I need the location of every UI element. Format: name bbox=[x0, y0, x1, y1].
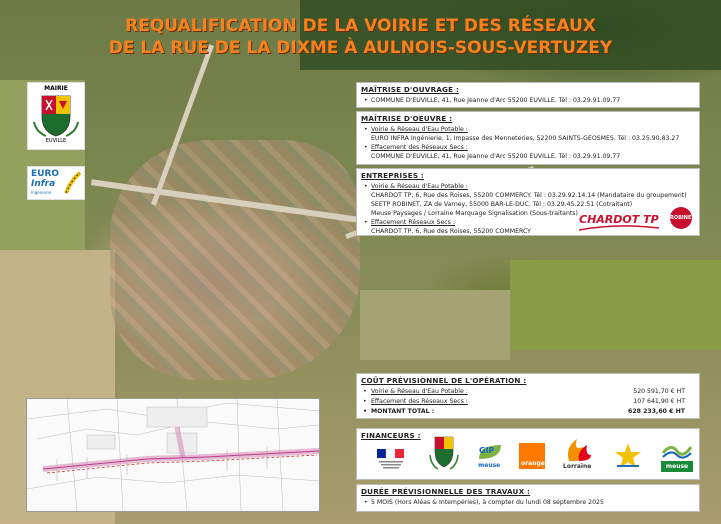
cost-row-label: Effacement des Réseaux Secs : bbox=[371, 398, 468, 405]
maitrise-ouvrage-line: • COMMUNE D'EUVILLE, 41, Rue Jeanne d'Arc 55200 EUVILLE. Tél : 03.29.91.09.77 bbox=[371, 97, 699, 105]
entreprises-item1-line3: Meuse Paysages / Lorraine Marquage Signalisation (Sous-traitants) bbox=[371, 210, 578, 217]
maitrise-ouvrage-header: MAÎTRISE D'OUVRAGE : bbox=[361, 85, 460, 94]
title-line-2: DE LA RUE DE LA DIXME À AULNOIS-SOUS-VERTUZEY bbox=[108, 38, 613, 58]
euro-infra-logo-sub: Ingénierie bbox=[31, 190, 52, 195]
orange-logo-text: orange bbox=[521, 460, 545, 467]
coat-of-arms-icon bbox=[28, 92, 84, 140]
lorraine-logo-text: Lorraine bbox=[563, 463, 592, 470]
cost-row: • Voirie & Réseau d'Eau Potable : 520 591,70 € HT bbox=[363, 388, 685, 395]
cadastral-plan-drawing bbox=[27, 399, 319, 511]
duree-panel bbox=[356, 484, 700, 512]
maitrise-oeuvre-item1-title: • Voirie & Réseau d'Eau Potable : bbox=[371, 126, 699, 134]
maitrise-oeuvre-item1-line: EURO INFRA Ingénierie, 1, Impasse des Menneteries, 52200 SAINTS-GEOSMES. Tél : 03.25.90.83.27 bbox=[371, 135, 680, 142]
road-swoosh-icon bbox=[64, 171, 82, 195]
gip-meuse-logo bbox=[475, 443, 505, 473]
maitrise-ouvrage-panel bbox=[356, 82, 700, 108]
chardot-tp-logo: CHARDOT TP bbox=[579, 213, 659, 226]
cost-row-label: MONTANT TOTAL : bbox=[371, 408, 435, 415]
maitrise-oeuvre-item2-line: COMMUNE D'EUVILLE, 41, Rue Jeanne d'Arc 55200 EUVILLE. Tél : 03.29.91.09.77 bbox=[371, 153, 621, 160]
maitrise-oeuvre-header: MAÎTRISE D'OEUVRE : bbox=[361, 114, 453, 123]
maitrise-oeuvre-item2-title: • Effacement des Réseaux Secs : bbox=[371, 144, 699, 152]
euro-infra-logo bbox=[27, 166, 85, 200]
cost-row-value: 107 641,90 € HT bbox=[633, 398, 685, 405]
field bbox=[510, 260, 721, 350]
euro-infra-logo-infra: Infra bbox=[31, 179, 56, 189]
orange-logo bbox=[519, 443, 545, 469]
entreprises-item1-line1: CHARDOT TP, 6, Rue des Roises, 55200 COMMERCY. Tél : 03.29.92.14.14 (Mandataire du groupement) bbox=[371, 192, 687, 199]
mairie-logo-town: EUVILLE bbox=[45, 138, 67, 144]
entreprises-header: ENTREPRISES : bbox=[361, 171, 424, 180]
cost-row-label: Voirie & Réseau d'Eau Potable : bbox=[371, 388, 468, 395]
maitrise-oeuvre-panel bbox=[356, 111, 700, 165]
meuse-wave-icon bbox=[661, 439, 693, 461]
euro-infra-logo-euro: EURO bbox=[31, 169, 60, 179]
cost-row-value: 520 591,70 € HT bbox=[633, 388, 685, 395]
meuse-logo-text: meuse bbox=[661, 461, 693, 472]
entreprises-item1-title: • Voirie & Réseau d'Eau Potable : bbox=[371, 183, 699, 191]
cost-row: • Effacement des Réseaux Secs : 107 641,90 € HT bbox=[363, 398, 685, 405]
chardot-swoosh-icon bbox=[579, 225, 659, 231]
lorraine-flame-icon bbox=[563, 437, 595, 463]
duree-line: • 5 MOIS (Hors Aléas & Intempéries), à compter du lundi 08 septembre 2025 bbox=[371, 499, 699, 507]
cout-header: COÛT PRÉVISIONNEL DE L'OPÉRATION : bbox=[361, 376, 527, 385]
meuse-departement-logo bbox=[661, 439, 693, 473]
mairie-logo-label: MAIRIE bbox=[44, 85, 68, 92]
cost-row-total: • MONTANT TOTAL : 628 233,60 € HT bbox=[363, 408, 685, 415]
village bbox=[110, 140, 360, 380]
republique-francaise-icon bbox=[377, 449, 405, 471]
gip-logo-sub: meuse bbox=[478, 462, 501, 469]
financeurs-panel bbox=[356, 428, 700, 480]
site-plan-inset bbox=[26, 398, 320, 512]
entreprises-item2-line: CHARDOT TP, 6, Rue des Roises, 55200 COMMERCY bbox=[371, 228, 531, 235]
lorraine-logo bbox=[563, 437, 595, 473]
gip-logo-text: GIP bbox=[479, 446, 495, 455]
entreprises-item1-line2: SEETP ROBINET, ZA de Varney, 55000 BAR-LE-DUC. Tél : 03.29.45.22.51 (Cotraitant) bbox=[371, 201, 633, 208]
robinet-logo: ROBINET bbox=[670, 207, 692, 229]
duree-header: DURÉE PRÉVISIONNELLE DES TRAVAUX : bbox=[361, 487, 531, 496]
fuclem-star-icon bbox=[613, 441, 643, 471]
financeurs-header: FINANCEURS : bbox=[361, 431, 421, 440]
mairie-crest-icon bbox=[427, 433, 461, 475]
mairie-logo bbox=[27, 82, 85, 150]
cout-panel bbox=[356, 373, 700, 419]
field bbox=[360, 290, 510, 360]
title-line-1: REQUALIFICATION DE LA VOIRIE ET DES RÉSEAUX bbox=[125, 16, 596, 36]
cost-row-value: 628 233,60 € HT bbox=[628, 408, 685, 415]
entreprises-item2-title: • Effacement Réseaux Secs : bbox=[371, 219, 699, 227]
entreprises-panel bbox=[356, 168, 700, 236]
